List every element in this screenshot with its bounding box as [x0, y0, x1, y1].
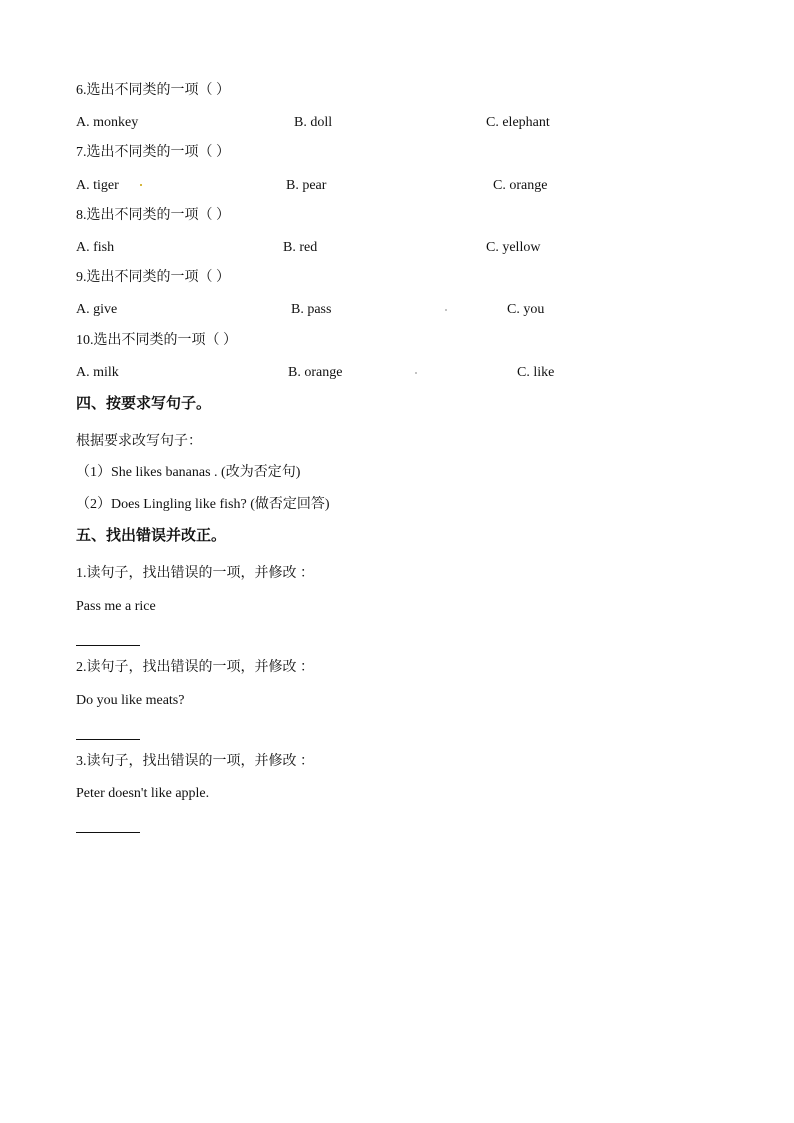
- section-5-item-2-prompt: 2.读句子，找出错误的一项，并修改 ：: [76, 660, 314, 675]
- question-7-option-a: A. tiger: [76, 178, 119, 193]
- section-4-heading: 四、按要求写句子。: [76, 396, 212, 412]
- question-8-option-a: A. fish: [76, 240, 115, 255]
- section-5-item-3-sentence: Peter doesn't like apple.: [76, 786, 210, 801]
- question-6-option-c: C. elephant: [486, 115, 550, 130]
- question-6-option-a: A. monkey: [76, 115, 139, 130]
- question-10-option-a: A. milk: [76, 365, 119, 380]
- answer-blank[interactable]: [76, 832, 140, 833]
- section-5-heading: 五、找出错误并改正。: [76, 528, 227, 544]
- question-10-option-c: C. like: [517, 365, 555, 380]
- section-5-item-2-sentence: Do you like meats?: [76, 693, 185, 708]
- question-7-option-c: C. orange: [493, 178, 548, 193]
- question-7-prompt: 7.选出不同类的一项（ ）: [76, 145, 230, 160]
- scan-speck: [415, 372, 417, 374]
- question-9-option-a: A. give: [76, 302, 118, 317]
- section-5-item-1-sentence: Pass me a rice: [76, 599, 156, 614]
- question-8-option-b: B. red: [283, 240, 318, 255]
- section-5-item-3-prompt: 3.读句子，找出错误的一项，并修改 ：: [76, 754, 314, 769]
- question-7-option-b: B. pear: [286, 178, 327, 193]
- question-9-option-b: B. pass: [291, 302, 332, 317]
- question-6-option-b: B. doll: [294, 115, 333, 130]
- section-4-item-1: （1）She likes bananas . (改为否定句): [76, 465, 301, 480]
- scan-speck: [445, 309, 447, 311]
- question-8-prompt: 8.选出不同类的一项（ ）: [76, 208, 230, 223]
- question-6-prompt: 6.选出不同类的一项（ ）: [76, 83, 230, 98]
- answer-blank[interactable]: [76, 645, 140, 646]
- section-4-item-2: （2）Does Lingling like fish? (做否定回答): [76, 497, 330, 512]
- question-10-prompt: 10.选出不同类的一项（ ）: [76, 333, 237, 348]
- question-9-prompt: 9.选出不同类的一项（ ）: [76, 270, 230, 285]
- question-9-option-c: C. you: [507, 302, 545, 317]
- question-10-option-b: B. orange: [288, 365, 343, 380]
- answer-blank[interactable]: [76, 739, 140, 740]
- section-4-instruction: 根据要求改写句子：: [76, 434, 202, 449]
- scan-speck: [140, 184, 142, 186]
- question-8-option-c: C. yellow: [486, 240, 541, 255]
- section-5-item-1-prompt: 1.读句子，找出错误的一项，并修改 ：: [76, 566, 314, 581]
